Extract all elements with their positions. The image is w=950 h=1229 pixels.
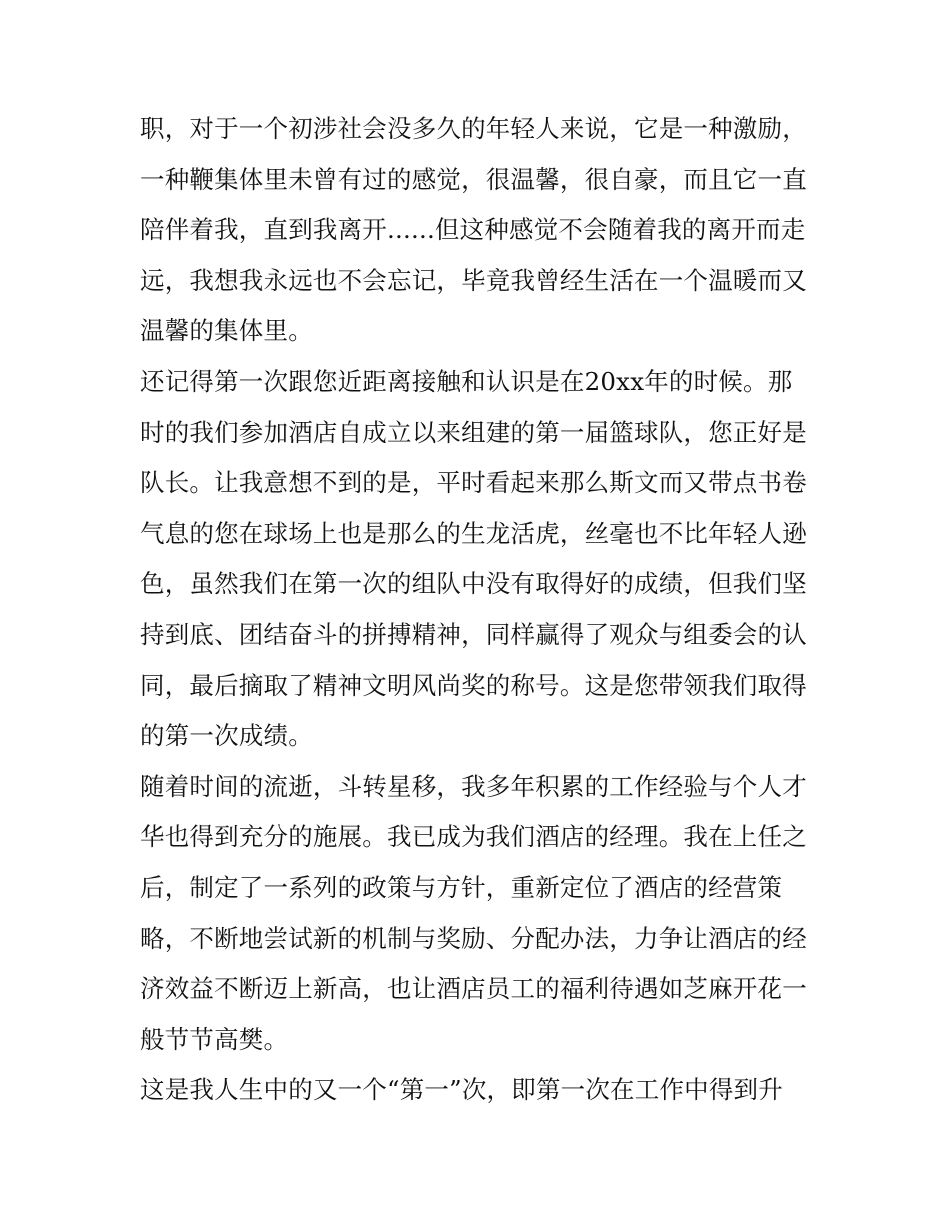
text-line: 略，不断地尝试新的机制与奖励、分配办法，力争让酒店的经 xyxy=(140,923,807,953)
text-line: 气息的您在球场上也是那么的生龙活虎，丝毫也不比年轻人逊 xyxy=(140,518,807,548)
text-line: 的第一次成绩。 xyxy=(140,721,313,751)
text-line: 同，最后摘取了精神文明风尚奖的称号。这是您带领我们取得 xyxy=(140,670,807,700)
text-line: 一种鞭集体里未曾有过的感觉，很温馨，很自豪，而且它一直 xyxy=(140,164,807,194)
text-line: 华也得到充分的施展。我已成为我们酒店的经理。我在上任之 xyxy=(140,822,807,852)
text-line: 济效益不断迈上新高，也让酒店员工的福利待遇如芝麻开花一 xyxy=(140,974,807,1004)
text-line: 随着时间的流逝，斗转星移，我多年积累的工作经验与个人才 xyxy=(140,771,807,801)
text-line: 远，我想我永远也不会忘记，毕竟我曾经生活在一个温暖而又 xyxy=(140,265,807,295)
text-line: 陪伴着我，直到我离开......但这种感觉不会随着我的离开而走 xyxy=(140,215,806,245)
text-line: 后，制定了一系列的政策与方针，重新定位了酒店的经营策 xyxy=(140,872,783,902)
text-line: 时的我们参加酒店自成立以来组建的第一届篮球队，您正好是 xyxy=(140,417,807,447)
text-line: 这是我人生中的又一个“第一”次，即第一次在工作中得到升 xyxy=(140,1075,783,1105)
text-line: 队长。让我意想不到的是，平时看起来那么斯文而又带点书卷 xyxy=(140,468,807,498)
document-body xyxy=(140,104,812,1116)
text-line: 色，虽然我们在第一次的组队中没有取得好的成绩，但我们坚 xyxy=(140,569,807,599)
text-line: 还记得第一次跟您近距离接触和认识是在20xx年的时候。那 xyxy=(140,366,793,396)
text-line: 般节节高樊。 xyxy=(140,1024,289,1054)
text-line: 持到底、团结奋斗的拼搏精神，同样赢得了观众与组委会的认 xyxy=(140,619,807,649)
text-line: 职，对于一个初涉社会没多久的年轻人来说，它是一种激励， xyxy=(140,114,807,143)
text-line: 温馨的集体里。 xyxy=(140,316,313,346)
